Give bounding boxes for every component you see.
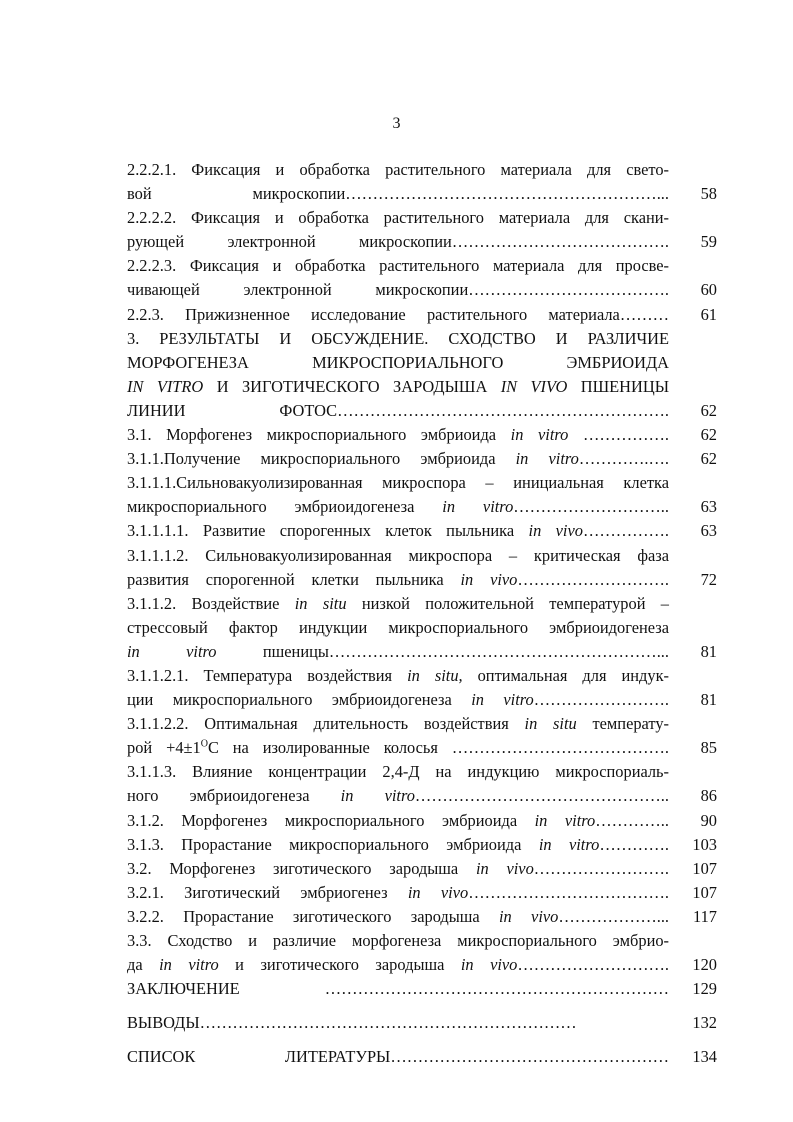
text-run: низкой положительной температурой – — [346, 593, 669, 613]
italic-term: in vivo — [475, 858, 534, 878]
toc-line — [127, 447, 717, 471]
text-run: температу- — [576, 714, 669, 734]
italic-term: in vitro — [510, 425, 569, 445]
toc-page-number: 58 — [700, 184, 717, 204]
toc-line-text — [127, 182, 669, 206]
text-run: оптимальная для индук- — [462, 665, 669, 685]
toc-line — [127, 471, 717, 495]
text-run: ………….. — [595, 810, 669, 830]
toc-line-text — [127, 1011, 669, 1035]
toc-line — [127, 351, 717, 375]
toc-line — [127, 1045, 717, 1069]
text-run: И ЗИГОТИЧЕСКОГО ЗАРОДЫША — [203, 376, 501, 396]
toc-line-text — [127, 399, 669, 423]
toc-page-number: 134 — [692, 1047, 717, 1067]
toc-line-text — [127, 230, 669, 254]
toc-line-text — [127, 616, 669, 640]
toc-line — [127, 809, 717, 833]
text-run: С на изолированные колосья …………………………………. — [207, 738, 670, 758]
toc-page-number: 60 — [700, 280, 717, 300]
text-run: ………………………. — [517, 569, 669, 589]
text-run: 3.1.1.Получение микроспориального эмбриоида — [127, 449, 516, 469]
toc-line-text — [127, 423, 669, 447]
text-run: пшеницы……………………………………………………... — [216, 641, 669, 661]
text-run: 3.1.1.1.1. Развитие спорогенных клеток пыльника — [127, 521, 529, 541]
toc-line-text — [127, 664, 669, 688]
text-run: 3.1. Морфогенез микроспориального эмбриоида — [127, 425, 511, 445]
toc-page-number: 59 — [700, 232, 717, 252]
toc-line — [127, 544, 717, 568]
toc-line — [127, 760, 717, 784]
text-run: ……………. — [582, 521, 669, 541]
toc-line-text — [127, 736, 669, 760]
superscript: O — [200, 738, 208, 750]
toc-line-text — [127, 712, 669, 736]
text-run: 3.1.3. Прорастание микроспориального эмбриоида — [127, 834, 539, 854]
toc-page-number: 63 — [700, 521, 717, 541]
toc-page-number: 62 — [700, 400, 717, 420]
toc-line-text — [127, 688, 669, 712]
toc-line — [127, 953, 717, 977]
text-run: 2.2.3. Прижизненное исследование растительного материала……… — [127, 304, 669, 324]
toc-page-number: 63 — [700, 497, 717, 517]
italic-term: in vitro — [442, 497, 514, 517]
toc-page-number: 120 — [692, 955, 717, 975]
toc-line-text — [127, 760, 669, 784]
toc-page-number: 62 — [700, 425, 717, 445]
text-run: да — [127, 955, 160, 975]
toc-line-text — [127, 544, 669, 568]
toc-page-number: 85 — [700, 738, 717, 758]
toc-line — [127, 327, 717, 351]
toc-line — [127, 519, 717, 543]
text-run: 3.1.1.2.2. Оптимальная длительность воздействия — [127, 714, 525, 734]
text-run: вой микроскопии…………………………………………………... — [127, 184, 669, 204]
italic-term: in vivo — [528, 521, 583, 541]
toc-line — [127, 423, 717, 447]
text-run: ЛИНИИ ФОТОС……………………………………………………. — [127, 400, 669, 420]
toc-line-text — [127, 929, 669, 953]
toc-line-text — [127, 327, 669, 351]
text-run: 3. РЕЗУЛЬТАТЫ И ОБСУЖДЕНИЕ. СХОДСТВО И РАЗЛИЧИЕ — [127, 328, 669, 348]
italic-term: in vitro — [534, 810, 596, 830]
italic-term: in situ — [294, 593, 347, 613]
toc-line — [127, 278, 717, 302]
text-run: 2.2.2.1. Фиксация и обработка растительного материала для свето- — [127, 160, 669, 179]
toc-line — [127, 784, 717, 808]
text-run: ……………. — [568, 425, 670, 445]
toc-line — [127, 399, 717, 423]
toc-line — [127, 1011, 717, 1035]
italic-term: in vivo — [460, 955, 518, 975]
text-run: …………. — [599, 834, 670, 854]
text-run: ………………………………. — [468, 882, 669, 902]
toc-line-text — [127, 640, 669, 664]
text-run: ЗАКЛЮЧЕНИЕ ……………………………………………………… — [127, 979, 669, 999]
toc-page-number: 107 — [692, 882, 717, 902]
text-run: рой +4±1 — [127, 738, 201, 758]
toc-line — [127, 182, 717, 206]
toc-page-number: 90 — [700, 810, 717, 830]
toc-line — [127, 688, 717, 712]
text-run: 3.2.2. Прорастание зиготического зародыша — [127, 906, 499, 926]
page-number: 3 — [392, 115, 401, 132]
text-run: 3.1.2. Морфогенез микроспориального эмбриоида — [127, 810, 535, 830]
text-run: ……………………. — [533, 858, 669, 878]
toc-line — [127, 833, 717, 857]
italic-term: in situ, — [407, 665, 463, 685]
text-run: ВЫВОДЫ…………………………………………………………… — [127, 1013, 577, 1033]
toc-line-text — [127, 905, 669, 929]
toc-line-text — [127, 977, 669, 1001]
text-run: ……………………….. — [513, 497, 669, 517]
toc-line-text — [127, 809, 669, 833]
toc-line — [127, 230, 717, 254]
text-run: 3.1.1.3. Влияние концентрации 2,4-Д на индукцию микроспориаль- — [127, 762, 669, 782]
text-run: ……………………………………….. — [414, 786, 669, 806]
toc-line — [127, 857, 717, 881]
text-run: 3.3. Сходство и различие морфогенеза микроспориального эмбрио- — [127, 931, 669, 950]
text-run: МОРФОГЕНЕЗА МИКРОСПОРИАЛЬНОГО ЭМБРИОИДА — [127, 352, 669, 372]
italic-term: IN VIVO — [500, 376, 568, 396]
toc-line — [127, 664, 717, 688]
text-run: ного эмбриоидогенеза — [127, 786, 341, 806]
toc-line-text — [127, 495, 669, 519]
toc-line — [127, 303, 717, 327]
toc-line — [127, 568, 717, 592]
toc-line-text — [127, 592, 669, 616]
toc-line — [127, 495, 717, 519]
text-run: и зиготического зародыша — [218, 955, 461, 975]
text-run: 3.1.1.2.1. Температура воздействия — [127, 665, 408, 685]
toc-line — [127, 712, 717, 736]
text-run: 3.2. Морфогенез зиготического зародыша — [127, 858, 476, 878]
toc-page-number: 103 — [692, 834, 717, 854]
toc-line — [127, 616, 717, 640]
toc-line-text — [127, 375, 669, 399]
toc-line-text — [127, 206, 669, 230]
toc-spacer — [127, 1035, 717, 1045]
text-run: 2.2.2.3. Фиксация и обработка растительного материала для просве- — [127, 256, 669, 276]
toc-line — [127, 254, 717, 278]
toc-line-text — [127, 1045, 669, 1069]
toc-spacer — [127, 1001, 717, 1011]
text-run: микроспориального эмбриоидогенеза — [127, 497, 443, 517]
text-run: 2.2.2.2. Фиксация и обработка растительного материала для скани- — [127, 208, 669, 228]
italic-term: in vivo — [460, 569, 518, 589]
toc-line-text — [127, 857, 669, 881]
toc-line-text — [127, 278, 669, 302]
text-run: 3.1.1.1.Сильновакуолизированная микроспора – инициальная клетка — [127, 473, 669, 493]
toc-line-text — [127, 519, 669, 543]
text-run: СПИСОК ЛИТЕРАТУРЫ…………………………………………… — [127, 1047, 669, 1067]
toc-page-number: 62 — [700, 449, 717, 469]
toc-line — [127, 929, 717, 953]
toc-page-number: 132 — [692, 1013, 717, 1033]
text-run: 3.2.1. Зиготический эмбриогенез — [127, 882, 408, 902]
toc-line — [127, 375, 717, 399]
italic-term: in vitro — [515, 449, 579, 469]
toc-line — [127, 905, 717, 929]
toc-page-number: 117 — [693, 906, 717, 926]
text-run: развития спорогенной клетки пыльника — [127, 569, 461, 589]
toc-line-text — [127, 158, 669, 182]
italic-term: in vitro — [340, 786, 415, 806]
toc-line-text — [127, 784, 669, 808]
italic-term: in vitro — [538, 834, 600, 854]
toc-line — [127, 977, 717, 1001]
text-run: ………….…. — [578, 449, 669, 469]
toc-page-number: 129 — [692, 979, 717, 999]
italic-term: in vivo — [499, 906, 559, 926]
toc-page-number: 81 — [700, 641, 717, 661]
toc-line-text — [127, 953, 669, 977]
toc-page-number: 72 — [700, 569, 717, 589]
text-run: ………………... — [558, 906, 670, 926]
toc-line-text — [127, 471, 669, 495]
toc-line-text — [127, 351, 669, 375]
toc-page-number: 86 — [700, 786, 717, 806]
toc-line-text — [127, 833, 669, 857]
text-run: рующей электронной микроскопии…………………………………. — [127, 232, 669, 252]
italic-term: in situ — [524, 714, 577, 734]
toc-page-number: 81 — [700, 690, 717, 710]
text-run: стрессовый фактор индукции микроспориального эмбриоидогенеза — [127, 617, 669, 637]
toc-line — [127, 881, 717, 905]
italic-term: IN VITRO — [127, 376, 204, 396]
italic-term: in vitro — [159, 955, 219, 975]
toc-line-text — [127, 303, 669, 327]
text-run: 3.1.1.1.2. Сильновакуолизированная микроспора – критическая фаза — [127, 545, 669, 565]
toc-line-text — [127, 447, 669, 471]
text-run: ции микроспориального эмбриоидогенеза — [127, 690, 472, 710]
toc-line-text — [127, 881, 669, 905]
toc-line — [127, 158, 717, 182]
text-run: 3.1.1.2. Воздействие — [127, 593, 295, 613]
text-run: ……………………. — [533, 690, 669, 710]
text-run: ………………………. — [517, 955, 670, 975]
toc-line — [127, 736, 717, 760]
italic-term: in vivo — [407, 882, 469, 902]
toc-line — [127, 206, 717, 230]
table-of-contents — [127, 158, 717, 1069]
italic-term: in vitro — [127, 641, 217, 661]
text-run: чивающей электронной микроскопии………………………………. — [127, 280, 669, 300]
toc-line — [127, 640, 717, 664]
toc-page-number: 107 — [692, 858, 717, 878]
toc-line-text — [127, 254, 669, 278]
toc-line — [127, 592, 717, 616]
text-run: ПШЕНИЦЫ — [567, 376, 669, 396]
toc-page-number: 61 — [700, 304, 717, 324]
italic-term: in vitro — [471, 690, 534, 710]
toc-line-text — [127, 568, 669, 592]
